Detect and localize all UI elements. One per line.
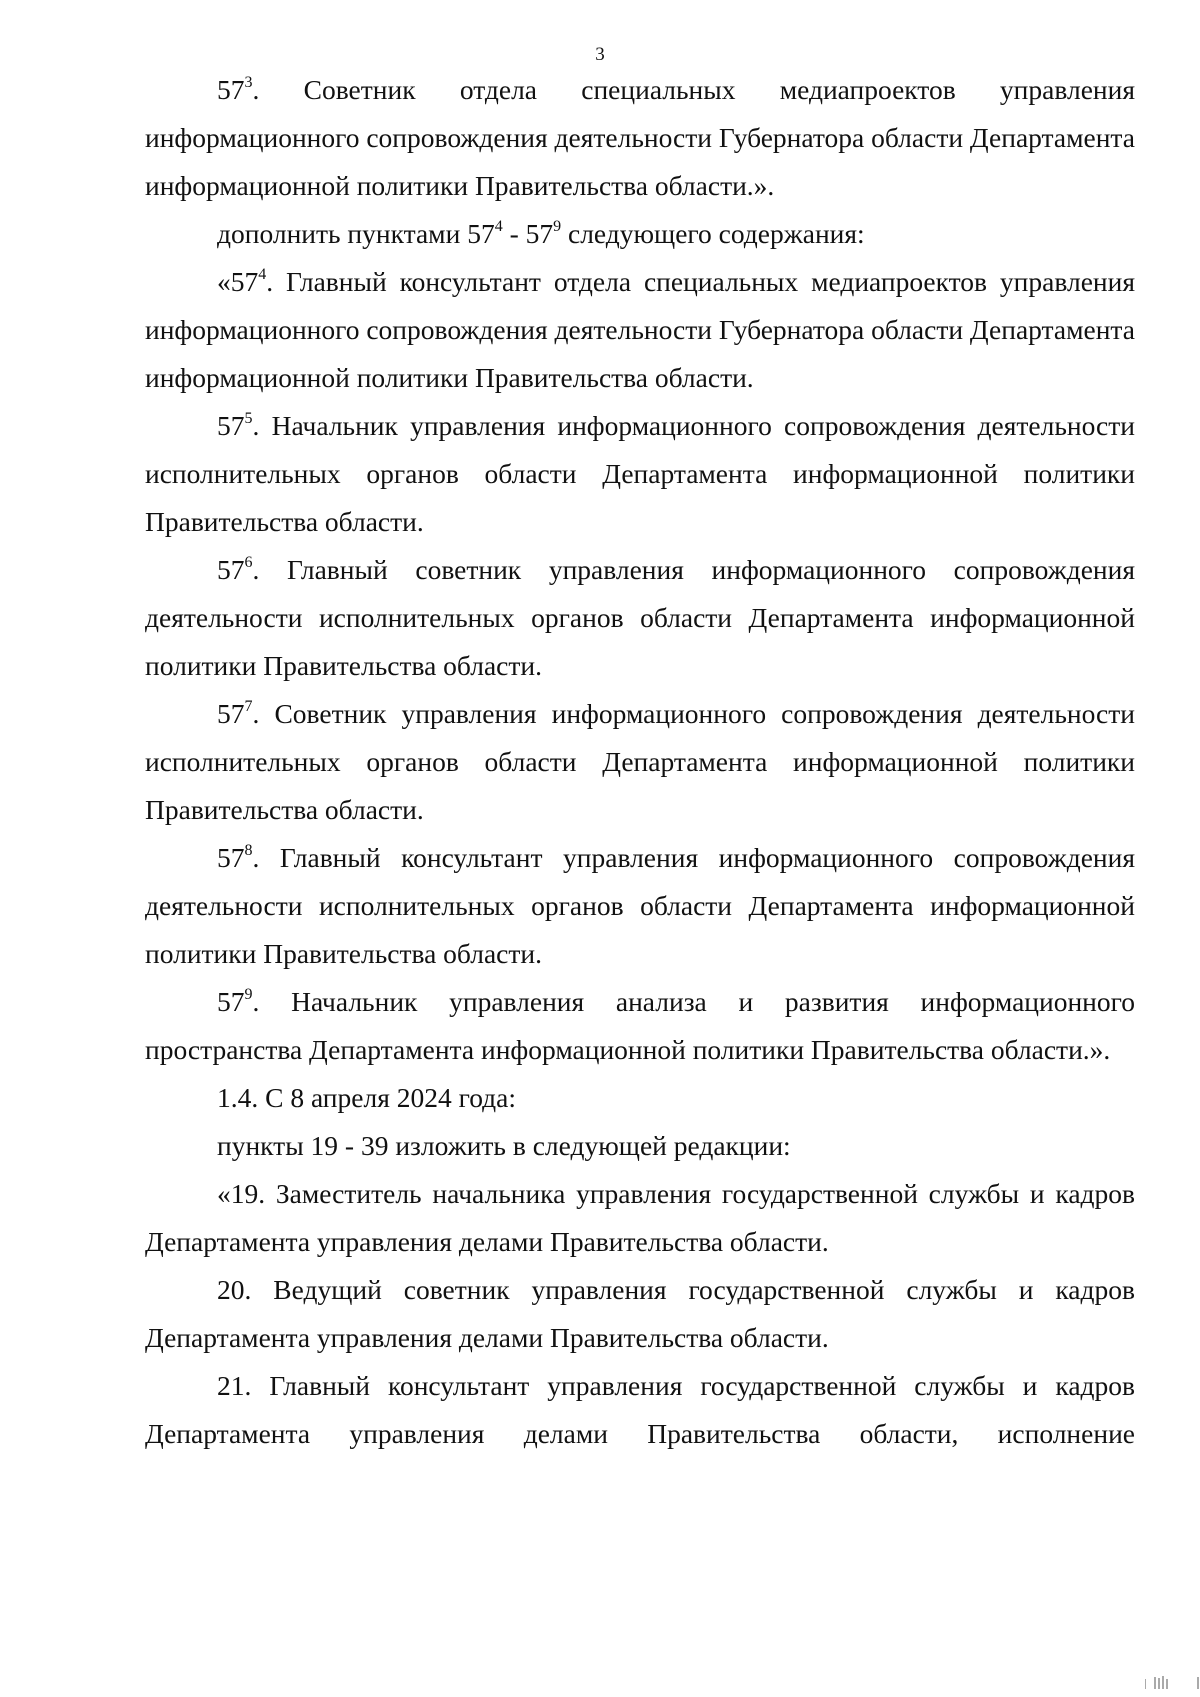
document-body bbox=[145, 66, 1135, 1458]
paragraph-57-5: $57^5$. Начальник управления информационного сопровождения деятельности исполнительных органов области Департамента информационной политики Правительства области. bbox=[145, 410, 1135, 537]
paragraph-item-19: «19. Заместитель начальника управления государственной службы и кадров Департамента управления делами Правительства области. bbox=[145, 1178, 1135, 1257]
paragraph-57-8: $57^8$. Главный консультант управления информационного сопровождения деятельности исполнительных органов области Департамента информационной политики Правительства области. bbox=[145, 842, 1135, 969]
paragraph-item-21: 21. Главный консультант управления государственной службы и кадров Департамента управления делами Правительства области, исполнение bbox=[145, 1370, 1135, 1449]
paragraph-section-1-4: 1.4. С 8 апреля 2024 года: bbox=[217, 1082, 516, 1113]
scan-artifact-marks bbox=[1145, 1673, 1200, 1689]
paragraph-57-3: $57^3$. Советник отдела специальных медиапроектов управления информационного сопровождения деятельности Губернатора области Департамента информационной политики Правительства области.». bbox=[145, 74, 1135, 201]
page-number: 3 bbox=[595, 44, 605, 65]
paragraph-add-items: дополнить пунктами $57^4 - 57^9$ следующего содержания: bbox=[217, 218, 865, 249]
paragraph-items-19-39: пункты 19 - 39 изложить в следующей редакции: bbox=[217, 1130, 791, 1161]
paragraph-item-20: 20. Ведущий советник управления государственной службы и кадров Департамента управления делами Правительства области. bbox=[145, 1274, 1135, 1353]
paragraph-57-9: $57^9$. Начальник управления анализа и развития информационного пространства Департамента информационной политики Правительства области.». bbox=[145, 986, 1135, 1065]
paragraph-57-4: «$57^4$. Главный консультант отдела специальных медиапроектов управления информационного сопровождения деятельности Губернатора области Департамента информационной политики Правительства области. bbox=[145, 266, 1135, 393]
paragraph-57-7: $57^7$. Советник управления информационного сопровождения деятельности исполнительных органов области Департамента информационной политики Правительства области. bbox=[145, 698, 1135, 825]
paragraph-57-6: $57^6$. Главный советник управления информационного сопровождения деятельности исполнительных органов области Департамента информационной политики Правительства области. bbox=[145, 554, 1135, 681]
